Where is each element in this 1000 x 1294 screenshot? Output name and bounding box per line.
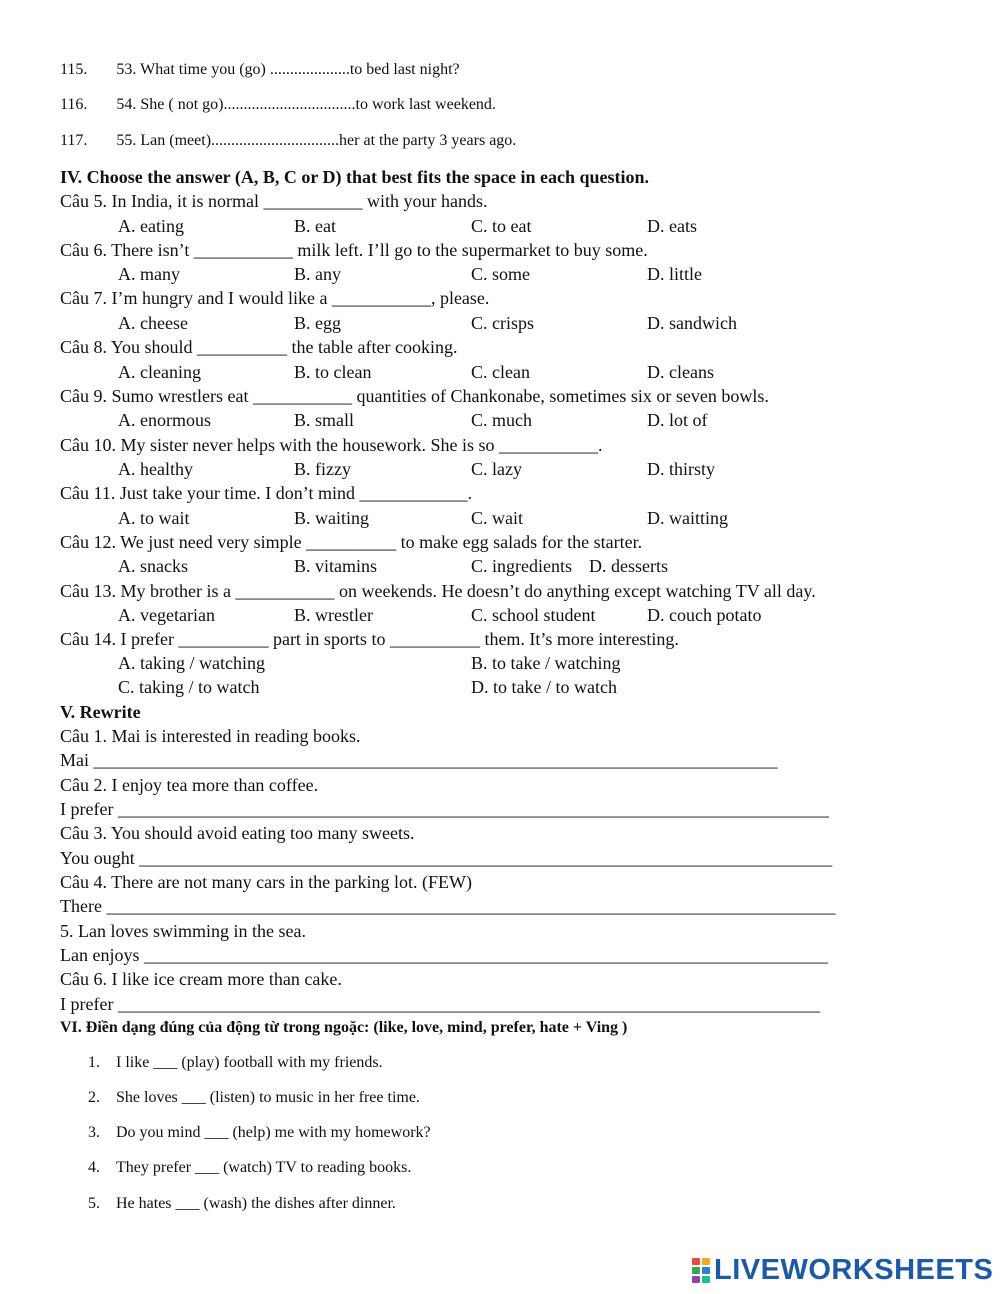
option-a[interactable]: A. enormous xyxy=(118,410,211,431)
item-number: 4. xyxy=(88,1159,100,1176)
logo-block xyxy=(702,1258,710,1265)
rewrite-answer-line-6[interactable]: I prefer ______________________________________________________________________________ xyxy=(60,994,820,1014)
option-d[interactable]: D. sandwich xyxy=(647,312,737,333)
question-10: Câu 10. My sister never helps with the housework. She is so ___________. xyxy=(60,434,603,455)
logo-text: LIVEWORKSHEETS xyxy=(714,1253,994,1286)
option-d[interactable]: D. thirsty xyxy=(647,459,716,479)
option-b[interactable]: B. waiting xyxy=(294,507,369,528)
item-text[interactable]: He hates ___ (wash) the dishes after dinner. xyxy=(116,1195,396,1212)
option-b[interactable]: B. eat xyxy=(294,215,336,236)
option-c[interactable]: C. wait xyxy=(471,507,523,528)
rewrite-answer-line-2[interactable]: I prefer _______________________________________________________________________________ xyxy=(60,799,829,819)
option-d[interactable]: D. lot of xyxy=(647,410,708,431)
section-vi-heading: VI. Điền dạng đúng của động từ trong ngoặc: (like, love, mind, prefer, hate + Ving ) xyxy=(60,1019,628,1036)
option-b[interactable]: B. wrestler xyxy=(294,605,373,626)
option-b[interactable]: B. any xyxy=(294,264,341,285)
rewrite-question-3: Câu 3. You should avoid eating too many sweets. xyxy=(60,823,415,843)
question-text: 54. She ( not go).................................to work last weekend. xyxy=(116,96,496,113)
item-text[interactable]: They prefer ___ (watch) TV to reading books. xyxy=(116,1159,412,1176)
option-b[interactable]: B. fizzy xyxy=(294,459,351,479)
option-a[interactable]: A. eating xyxy=(118,215,184,236)
item-number: 2. xyxy=(88,1089,100,1106)
line-number: 116. xyxy=(60,96,88,113)
option-c[interactable]: C. clean xyxy=(471,361,530,382)
line-number: 115. xyxy=(60,61,88,78)
option-d[interactable]: D. desserts xyxy=(589,556,668,577)
rewrite-answer-line-1[interactable]: Mai ____________________________________________________________________________ xyxy=(60,750,778,770)
option-b[interactable]: B. to take / watching xyxy=(471,653,621,673)
rewrite-question-5: 5. Lan loves swimming in the sea. xyxy=(60,921,306,941)
line-number: 117. xyxy=(60,132,88,149)
question-6: Câu 6. There isn’t ___________ milk left. I’ll go to the supermarket to buy some. xyxy=(60,239,648,260)
rewrite-answer-line-5[interactable]: Lan enjoys ____________________________________________________________________________ xyxy=(60,945,828,965)
option-c[interactable]: C. school student xyxy=(471,605,596,626)
question-14: Câu 14. I prefer __________ part in sports to __________ them. It’s more interesting. xyxy=(60,629,679,649)
option-c[interactable]: C. ingredients xyxy=(471,556,572,577)
option-c[interactable]: C. some xyxy=(471,264,531,285)
logo-block xyxy=(692,1267,700,1274)
option-c[interactable]: C. taking / to watch xyxy=(118,677,260,697)
rewrite-question-4: Câu 4. There are not many cars in the parking lot. (FEW) xyxy=(60,872,473,892)
rewrite-answer-line-3[interactable]: You ought _____________________________________________________________________________ xyxy=(60,848,833,868)
logo-blocks-icon xyxy=(692,1258,710,1283)
question-text: 53. What time you (go) ....................to bed last night? xyxy=(116,61,460,78)
question-12: Câu 12. We just need very simple __________ to make egg salads for the starter. xyxy=(60,531,643,552)
option-c[interactable]: C. much xyxy=(471,410,532,431)
option-a[interactable]: A. to wait xyxy=(118,507,190,528)
item-text[interactable]: Do you mind ___ (help) me with my homework? xyxy=(116,1124,431,1141)
option-a[interactable]: A. vegetarian xyxy=(118,605,215,626)
verb-item-1 xyxy=(88,1054,383,1072)
question-5: Câu 5. In India, it is normal ___________ with your hands. xyxy=(60,191,488,211)
logo-block xyxy=(692,1276,700,1283)
option-b[interactable]: B. small xyxy=(294,410,355,431)
option-d[interactable]: D. eats xyxy=(647,215,697,236)
option-c[interactable]: C. to eat xyxy=(471,215,532,236)
item-text[interactable]: I like ___ (play) football with my friends. xyxy=(116,1054,383,1071)
option-d[interactable]: D. to take / to watch xyxy=(471,677,617,697)
question-9: Câu 9. Sumo wrestlers eat ___________ quantities of Chankonabe, sometimes six or seven bowls. xyxy=(60,385,769,406)
question-13: Câu 13. My brother is a ___________ on weekends. He doesn’t do anything except watching TV all day. xyxy=(60,580,816,601)
option-b[interactable]: B. egg xyxy=(294,312,341,333)
option-a[interactable]: A. healthy xyxy=(118,459,193,479)
item-text[interactable]: She loves ___ (listen) to music in her free time. xyxy=(116,1089,420,1106)
option-a[interactable]: A. taking / watching xyxy=(118,653,265,673)
section-v-heading: V. Rewrite xyxy=(60,702,141,722)
question-8: Câu 8. You should __________ the table after cooking. xyxy=(60,337,458,358)
option-b[interactable]: B. to clean xyxy=(294,361,372,382)
option-b[interactable]: B. vitamins xyxy=(294,556,378,577)
option-d[interactable]: D. little xyxy=(647,264,702,285)
verb-item-3 xyxy=(88,1124,431,1142)
old-question-115 xyxy=(60,61,460,79)
verb-item-4 xyxy=(88,1159,411,1177)
option-a[interactable]: A. snacks xyxy=(118,556,188,577)
question-text: 55. Lan (meet)................................her at the party 3 years ago. xyxy=(116,132,517,149)
option-d[interactable]: D. waitting xyxy=(647,507,728,528)
old-question-116 xyxy=(60,96,496,114)
logo-block xyxy=(702,1276,710,1283)
question-11: Câu 11. Just take your time. I don’t mind ____________. xyxy=(60,483,472,504)
question-7: Câu 7. I’m hungry and I would like a ___________, please. xyxy=(60,288,490,309)
item-number: 1. xyxy=(88,1054,100,1071)
rewrite-question-6: Câu 6. I like ice cream more than cake. xyxy=(60,969,342,989)
logo-block xyxy=(702,1267,710,1274)
option-c[interactable]: C. lazy xyxy=(471,459,522,479)
option-d[interactable]: D. couch potato xyxy=(647,605,762,626)
old-question-117 xyxy=(60,132,516,150)
option-c[interactable]: C. crisps xyxy=(471,312,534,333)
logo-block xyxy=(692,1258,700,1265)
verb-item-2 xyxy=(88,1089,420,1107)
option-a[interactable]: A. cheese xyxy=(118,312,188,333)
rewrite-question-2: Câu 2. I enjoy tea more than coffee. xyxy=(60,775,319,795)
rewrite-question-1: Câu 1. Mai is interested in reading books. xyxy=(60,726,361,746)
verb-item-5 xyxy=(88,1195,396,1213)
rewrite-answer-line-4[interactable]: There _________________________________________________________________________________ xyxy=(60,896,836,916)
liveworksheets-logo[interactable] xyxy=(692,1253,993,1287)
option-a[interactable]: A. cleaning xyxy=(118,361,201,382)
option-d[interactable]: D. cleans xyxy=(647,361,714,382)
option-a[interactable]: A. many xyxy=(118,264,180,285)
item-number: 3. xyxy=(88,1124,100,1141)
section-iv-heading: IV. Choose the answer (A, B, C or D) that best fits the space in each question. xyxy=(60,167,650,187)
item-number: 5. xyxy=(88,1195,100,1212)
